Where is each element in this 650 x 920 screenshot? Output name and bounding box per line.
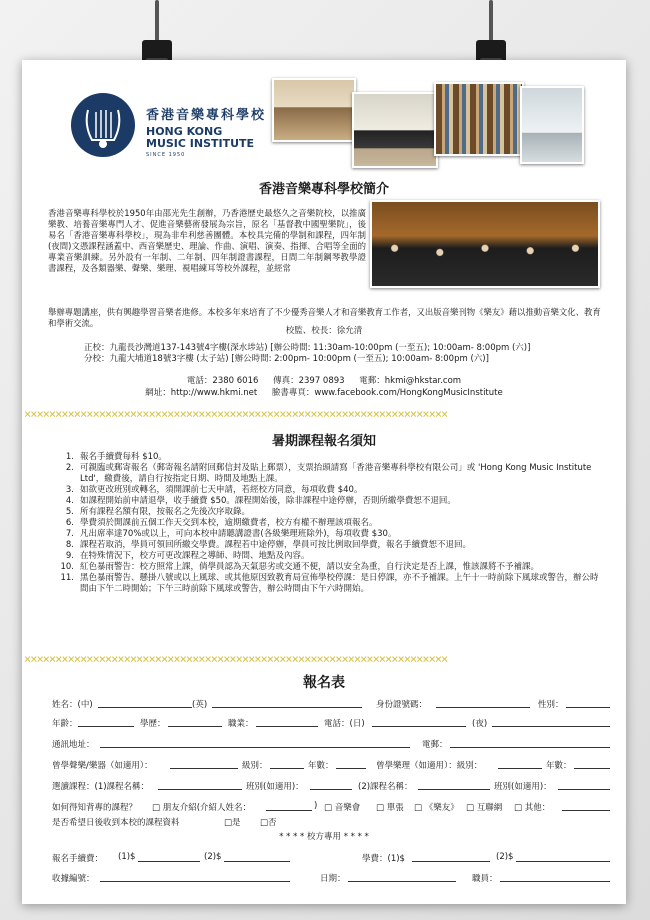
date-field[interactable] bbox=[348, 872, 456, 882]
tuition2-field[interactable] bbox=[516, 852, 610, 862]
school-name-block bbox=[146, 104, 266, 158]
fee2-field[interactable] bbox=[224, 852, 290, 862]
address-field[interactable] bbox=[100, 738, 410, 748]
name-en-field[interactable] bbox=[212, 698, 362, 708]
concert-checkbox[interactable]: □ 音樂會 bbox=[324, 803, 361, 813]
newsletter-no-checkbox[interactable]: □否 bbox=[260, 818, 277, 828]
magazine-checkbox[interactable]: □ 《樂友》 bbox=[414, 803, 459, 813]
rule-item: 9. 在特殊情況下，校方可更改課程之導師、時間、地點及內容。 bbox=[65, 551, 310, 561]
id-number-field[interactable] bbox=[436, 698, 530, 708]
facebook-link[interactable]: 臉書專頁：www.facebook.com/HongKongMusicInstitute bbox=[271, 388, 503, 398]
office-use-heading: * * * * 校方專用 * * * * bbox=[279, 832, 369, 842]
contact-line-2 bbox=[22, 386, 626, 398]
school-since: SINCE 1950 bbox=[146, 152, 186, 158]
rule-item: 5. 所有課程名額有限，按報名之先後次序取錄。 bbox=[65, 507, 251, 517]
referrer-name-field[interactable] bbox=[266, 801, 312, 811]
form-row-music-history: 曾學聲樂/樂器（如適用）： 級別： 年數： 曾學樂理（如適用）：級別： 年數： bbox=[52, 759, 612, 773]
email-field[interactable] bbox=[450, 738, 610, 748]
age-field[interactable] bbox=[78, 717, 134, 727]
poster-sheet bbox=[22, 60, 626, 904]
rule-item: 1. 報名手續費每科 $10。 bbox=[65, 452, 167, 462]
rule-item: 8. 課程若取消，學員可領回所繳交學費。課程若中途停辦，學員可按比例取回學費，報名手續費恕不退回。 bbox=[65, 540, 472, 550]
rules-title: 暑期課程報名須知 bbox=[271, 434, 376, 449]
theory-years-field[interactable] bbox=[574, 759, 610, 769]
decorative-divider: ×××××××××××××××××××××××××××××××××××××××××××××××××××××××××××××××××××× bbox=[24, 653, 448, 665]
instrument-field[interactable] bbox=[170, 759, 238, 769]
education-field[interactable] bbox=[168, 717, 222, 727]
occupation-field[interactable] bbox=[256, 717, 318, 727]
other-field[interactable] bbox=[562, 801, 610, 811]
intro-body: 香港音樂專科學校於1950年由邵光先生創辦，乃香港歷史最悠久之音樂院校，以推廣樂教、培養音樂專門人才、促進音樂藝術發展為宗旨，原名「基督教中國聖樂院」，後易名「香港音樂專科學校」，現為非牟利慈善團體。本校具完備的學制和課程，四年制(夜間)文憑課程涵蓋中、西音樂歷史、理論、作曲、演唱、演奏、指揮、合唱等全面的專業音樂訓練。另外設有一年制、二年制、四年制證書課程，日間二年制鋼琴教學證書課程，及各類器樂、聲樂、樂理、視唱練耳等校外課程，並經常 bbox=[48, 208, 366, 273]
form-row-newsletter: 是否希望日後收到本校的課程資料 □是 □否 bbox=[52, 818, 277, 828]
studio-photo bbox=[520, 86, 584, 164]
rules-list bbox=[56, 452, 604, 595]
main-campus-address: 正校：九龍長沙灣道137-143號4字樓(深水埗站) [辦公時間: 11:30am-10:00pm (一至五); 10:00am- 8:00pm (六)] bbox=[84, 343, 531, 353]
form-title: 報名表 bbox=[303, 675, 345, 691]
form-row-name: 姓名：(中) (英) 身份證號碼： 性別： bbox=[52, 698, 612, 712]
decorative-divider: ×××××××××××××××××××××××××××××××××××××××××××××××××××××××××××××××××××× bbox=[24, 408, 448, 420]
library-photo bbox=[434, 82, 524, 156]
rule-item: 2. 可親臨或郵寄報名（郵寄報名請附回郵信封及貼上郵票），支票抬頭請寫「香港音樂專科學校有限公司」或 'Hong Kong Music Institute Ltd'，繳費後，請自行按指定日期、時間及地點上課。 bbox=[65, 463, 592, 484]
rule-item: 6. 學費須於開課前五個工作天交到本校，逾期繳費者，校方有權不辦理該項報名。 bbox=[65, 518, 378, 528]
email-link[interactable]: 電郵：hkmi@hkstar.com bbox=[359, 376, 462, 386]
contact-line-1 bbox=[22, 374, 626, 386]
name-cn-field[interactable] bbox=[98, 698, 192, 708]
newsletter-yes-checkbox[interactable]: □是 bbox=[224, 818, 241, 828]
course1-name-field[interactable] bbox=[158, 780, 242, 790]
website-link[interactable]: 網址：http://www.hkmi.net bbox=[145, 388, 258, 398]
internet-checkbox[interactable]: □ 互聯網 bbox=[466, 803, 503, 813]
staff-field[interactable] bbox=[500, 872, 610, 882]
rule-item: 7. 凡出席率達70%或以上，可向本校申請聽講證書(各級樂理班除外)，每項收費 $30。 bbox=[65, 529, 397, 539]
instrument-years-field[interactable] bbox=[336, 759, 366, 769]
school-logo bbox=[70, 92, 136, 158]
form-row-address: 通訊地址： 電郵： bbox=[52, 738, 612, 752]
branch-campus-address: 分校：九龍大埔道18號3字樓 (太子站) [辦公時間: 2:00pm- 10:00pm (一至五); 10:00am- 8:00pm (六)] bbox=[84, 354, 489, 364]
phone-text: 電話：2380 6016 bbox=[186, 376, 259, 386]
orchestra-photo bbox=[370, 200, 600, 288]
tuition1-field[interactable] bbox=[412, 852, 490, 862]
course2-class-field[interactable] bbox=[558, 780, 610, 790]
rule-item: 4. 如課程開始前申請退學，收手續費 $50。課程開始後，除非課程中途停辦，否則所繳學費恕不退回。 bbox=[65, 496, 456, 506]
gender-field[interactable] bbox=[566, 698, 610, 708]
form-row-details: 年齡： 學歷： 職業： 電話：(日) (夜) bbox=[52, 717, 612, 731]
phone-night-field[interactable] bbox=[492, 717, 610, 727]
rule-item: 11. 黑色暴雨警告、懸掛八號或以上風球、或其他原因致教育局宣佈學校停課：是日停課，亦不予補課。上午十一時前除下風球或警告，辦公時間由下午二時開始；下午三時前除下風球或警告，辦公時間由下午六時開始。 bbox=[60, 573, 599, 594]
rule-item: 3. 如欲更改班別或轉名，須開課前七天申請，若經校方同意，每項收費 $40。 bbox=[65, 485, 363, 495]
course2-name-field[interactable] bbox=[418, 780, 490, 790]
school-name-cn: 香港音樂專科學校 bbox=[146, 108, 267, 123]
rule-item: 10. 紅色暴雨警告：校方照常上課，倘學員認為天氣惡劣或交通不便，請以安全為重，自行決定是否上課，惟該課將不予補課。 bbox=[60, 562, 540, 572]
receipt-number-field[interactable] bbox=[100, 872, 290, 882]
form-row-receipt: 收據編號： 日期： 職員： bbox=[52, 872, 612, 886]
piano-room-photo bbox=[352, 92, 438, 168]
intro-title: 香港音樂專科學校簡介 bbox=[258, 182, 389, 197]
course1-class-field[interactable] bbox=[310, 780, 352, 790]
classroom-photo bbox=[272, 78, 356, 142]
friend-referral-checkbox[interactable]: □ 朋友介紹(介紹人姓名： bbox=[152, 803, 252, 813]
principal-line: 校監、校長：徐允清 bbox=[285, 326, 363, 336]
form-row-source: 如何得知背專的課程？ □ 朋友介紹(介紹人姓名： ) □ 音樂會 □ 單張 □ 《樂友》 □ 互聯網 □ 其他： bbox=[52, 801, 612, 815]
school-name-en-2: MUSIC INSTITUTE bbox=[146, 137, 255, 150]
fee1-field[interactable] bbox=[138, 852, 200, 862]
instrument-level-field[interactable] bbox=[270, 759, 304, 769]
other-checkbox[interactable]: □ 其他： bbox=[514, 803, 551, 813]
form-row-fees: 報名手續費： (1)$ (2)$ 學費：(1)$ (2)$ bbox=[52, 852, 612, 866]
leaflet-checkbox[interactable]: □ 單張 bbox=[376, 803, 404, 813]
theory-level-field[interactable] bbox=[498, 759, 542, 769]
fax-text: 傳真：2397 0893 bbox=[273, 376, 345, 386]
form-row-courses: 選讀課程：(1)課程名稱： 班別(如適用)： (2)課程名稱： 班別(如適用)： bbox=[52, 780, 612, 794]
phone-day-field[interactable] bbox=[372, 717, 466, 727]
intro-body-cont: 舉辦專題講座，供有興趣學習音樂者進修。本校多年來培育了不少優秀音樂人才和音樂教育工作者，又出版音樂刊物《樂友》藉以推動音樂文化、教育和學術交流。 bbox=[48, 307, 601, 328]
school-name-en-1: HONG KONG bbox=[146, 125, 223, 138]
